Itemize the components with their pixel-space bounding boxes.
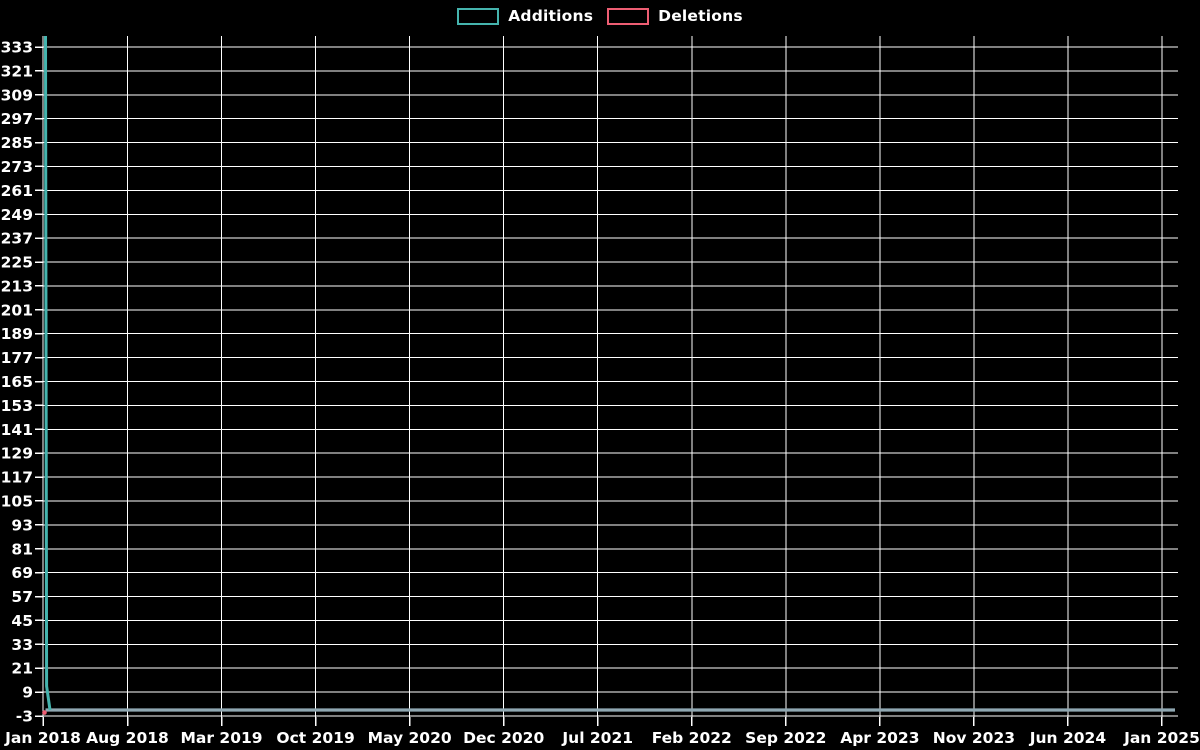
y-axis-label: 297 [0,110,33,129]
x-axis-label: Feb 2022 [651,729,732,747]
legend-item-additions [457,7,593,25]
additions-legend-label: Additions [508,7,594,25]
y-axis-label: 141 [0,420,33,439]
x-axis-label: Mar 2019 [180,729,263,747]
legend-item-deletions [607,7,743,25]
y-axis-label: 213 [0,277,33,296]
y-axis-label: 249 [0,205,33,224]
y-axis-label: 225 [0,253,33,272]
y-axis-label: 45 [11,611,33,630]
x-axis-label: Jul 2021 [562,729,634,747]
x-axis-label: May 2020 [367,729,452,747]
x-axis-label: Jun 2024 [1029,729,1107,747]
y-axis-label: -3 [15,707,33,726]
y-axis-label: 273 [0,157,33,176]
y-axis-label: 237 [0,229,33,248]
y-axis-label: 201 [0,301,33,320]
y-axis-label: 21 [11,659,33,678]
y-axis-label: 105 [0,492,33,511]
deletions-legend-swatch [607,8,649,25]
y-axis-label: 69 [11,564,33,583]
y-axis-label: 321 [0,62,33,81]
y-axis-label: 9 [22,683,33,702]
additions-spike-line [46,36,51,710]
y-axis-label: 261 [0,181,33,200]
y-axis-label: 93 [11,516,33,535]
y-axis-label: 57 [11,588,33,607]
x-axis-label: Oct 2019 [276,729,355,747]
y-axis-label: 189 [0,325,33,344]
additions-legend-swatch [457,8,499,25]
y-axis-label: 81 [11,540,33,559]
y-axis-label: 153 [0,396,33,415]
x-axis-label: Nov 2023 [932,729,1016,747]
y-axis-label: 33 [11,635,33,654]
y-axis-label: 117 [0,468,33,487]
y-axis-label: 129 [0,444,33,463]
chart-legend [0,7,1200,25]
y-axis-label: 165 [0,373,33,391]
deletions-start-marker [42,710,47,715]
x-axis-label: Jan 2025 [1124,729,1200,747]
y-axis-label: 285 [0,134,33,153]
x-axis-label: Sep 2022 [745,729,827,747]
x-axis-label: Apr 2023 [840,729,920,747]
y-axis-label: 333 [0,38,33,57]
y-axis-label: 309 [0,86,33,105]
x-axis-label: Dec 2020 [463,729,545,747]
y-axis-label: 177 [0,349,33,368]
x-axis-label: Aug 2018 [86,729,169,747]
deletions-legend-label: Deletions [658,7,743,25]
x-axis-label: Jan 2018 [5,729,81,747]
